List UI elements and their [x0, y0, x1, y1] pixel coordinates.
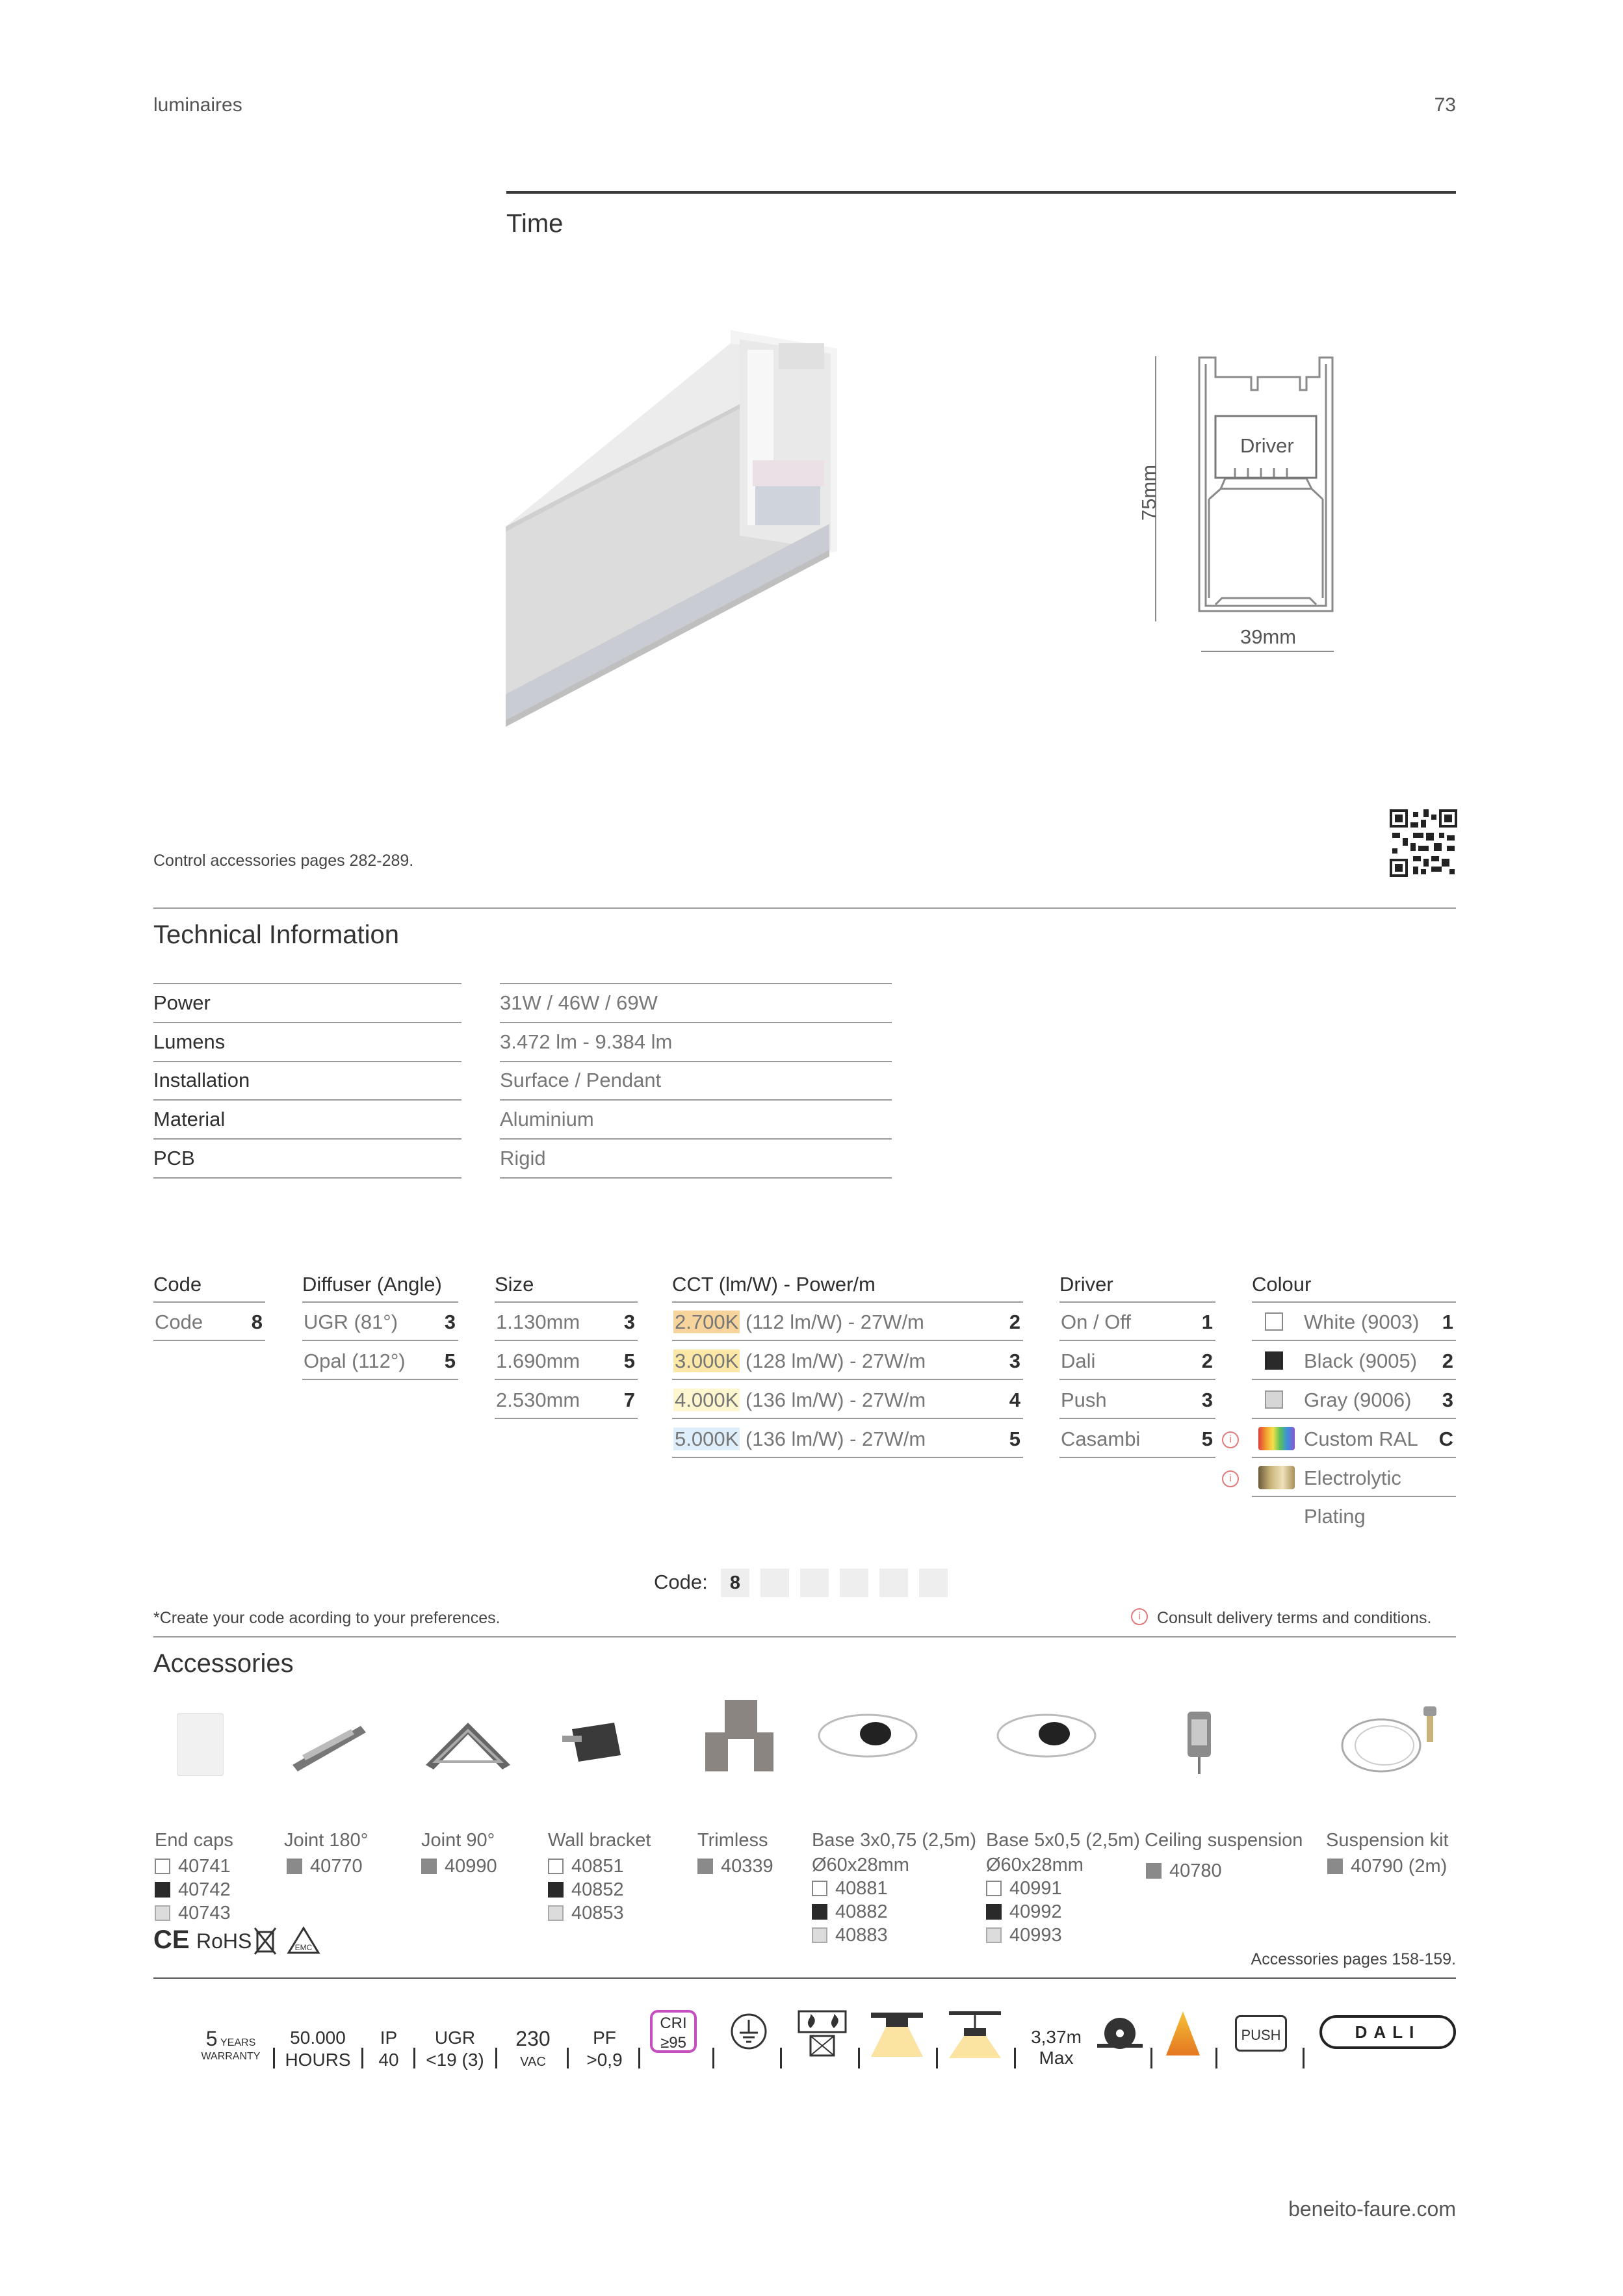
- separator: [273, 2048, 275, 2068]
- gray-swatch: [986, 1927, 1002, 1943]
- accessory-subtitle: Ø60x28mm: [812, 1855, 909, 1875]
- accessory-name: Wall bracket: [548, 1830, 651, 1851]
- tech-row-material: [153, 1101, 892, 1140]
- col-header-driver: Driver: [1059, 1273, 1113, 1296]
- diffuser-label: UGR (81°): [304, 1311, 398, 1333]
- control-accessories-note: Control accessories pages 282-289.: [153, 852, 414, 870]
- code-text: 40852: [571, 1879, 624, 1900]
- accessory-code[interactable]: [1327, 1855, 1447, 1878]
- cct-detail: (112 lm/W) - 27W/m: [745, 1311, 924, 1333]
- separator: [858, 2048, 860, 2068]
- product-title: Time: [506, 209, 564, 238]
- driver-num: 2: [1201, 1350, 1213, 1372]
- cut-to-size-saw-icon: [1097, 2014, 1143, 2053]
- accessory-code[interactable]: [155, 1855, 231, 1878]
- gray-swatch: [287, 1859, 302, 1874]
- code-text: 40742: [178, 1879, 231, 1900]
- rohs-mark: RoHS: [196, 1929, 252, 1953]
- colour-option[interactable]: [1252, 1303, 1456, 1341]
- separator: [712, 2048, 714, 2068]
- svg-text:EMC: EMC: [294, 1943, 313, 1952]
- driver-label: Driver: [1240, 434, 1294, 457]
- voltage-word: VAC: [520, 2055, 546, 2069]
- driver-num: 1: [1201, 1311, 1213, 1333]
- gray-swatch: [697, 1859, 713, 1874]
- cri-value: ≥95: [660, 2034, 686, 2052]
- accessory-subtitle: Ø60x28mm: [986, 1855, 1084, 1875]
- joint-90-image: [419, 1710, 517, 1775]
- separator: [1150, 2048, 1152, 2068]
- driver-option[interactable]: [1059, 1420, 1215, 1458]
- wall-bracket-image: [559, 1716, 624, 1768]
- pendant-mount-icon: [946, 2010, 1004, 2059]
- fire-rating-icon: [796, 2009, 848, 2061]
- size-num: 3: [623, 1311, 635, 1333]
- gray-swatch: [1327, 1859, 1343, 1874]
- hours-word: HOURS: [285, 2050, 351, 2070]
- code-box-cct[interactable]: [840, 1569, 868, 1597]
- separator: [567, 2048, 569, 2068]
- info-icon[interactable]: i: [1131, 1608, 1148, 1625]
- ip-value: 40: [378, 2050, 399, 2070]
- accessory-code[interactable]: [1146, 1859, 1222, 1883]
- cct-option[interactable]: [672, 1342, 1023, 1380]
- black-swatch: [986, 1904, 1002, 1920]
- separator: [1303, 2048, 1305, 2068]
- colour-label: Electrolytic Plating: [1304, 1467, 1401, 1528]
- colour-option[interactable]: [1252, 1381, 1456, 1419]
- separator: [495, 2048, 497, 2068]
- gray-swatch: [1146, 1863, 1162, 1879]
- dimmable-flame-icon: [1163, 2009, 1202, 2058]
- warranty-word: WARRANTY: [201, 2051, 261, 2062]
- dali-2-logo: [1319, 2015, 1456, 2049]
- accessory-name: Trimless: [697, 1830, 768, 1851]
- cct-num: 3: [1009, 1350, 1020, 1372]
- accessory-code[interactable]: [155, 1901, 231, 1925]
- max-length-word: Max: [1039, 2048, 1074, 2068]
- col-header-size: Size: [495, 1273, 534, 1296]
- ceiling-suspension-image: [1180, 1706, 1219, 1778]
- driver-option[interactable]: [1059, 1303, 1215, 1341]
- ugr-badge: [422, 2027, 487, 2071]
- white-swatch: [986, 1881, 1002, 1896]
- accessory-name: Joint 180°: [284, 1830, 369, 1851]
- tech-label: Power: [153, 984, 461, 1023]
- code-box-diffuser[interactable]: [760, 1569, 789, 1597]
- divider: [153, 1977, 1456, 1979]
- section-label: luminaires: [153, 94, 242, 116]
- black-swatch: [812, 1904, 827, 1920]
- divider: [153, 1636, 1456, 1637]
- max-length-badge: [1024, 2027, 1089, 2068]
- separator: [413, 2048, 415, 2068]
- hours-badge: [282, 2027, 354, 2071]
- code-text: 40851: [571, 1856, 624, 1877]
- size-num: 7: [623, 1389, 635, 1411]
- code-cell: [153, 1303, 265, 1341]
- tech-row-power: [153, 984, 892, 1023]
- size-label: 1.690mm: [496, 1350, 580, 1372]
- size-num: 5: [623, 1350, 635, 1372]
- accessories-pages-note: Accessories pages 158-159.: [1251, 1950, 1456, 1968]
- size-option[interactable]: [495, 1342, 638, 1380]
- accessories-title: Accessories: [153, 1649, 294, 1678]
- tech-label: PCB: [153, 1140, 461, 1179]
- code-text: 40853: [571, 1903, 624, 1924]
- separator: [780, 2048, 782, 2068]
- cct-option[interactable]: [672, 1303, 1023, 1341]
- cri-badge: [650, 2010, 697, 2053]
- accessory-code[interactable]: [986, 1877, 1062, 1900]
- code-box-size[interactable]: [800, 1569, 829, 1597]
- page-number: 73: [1434, 94, 1456, 116]
- colour-option[interactable]: [1252, 1342, 1456, 1380]
- emc-mark-icon: [286, 1925, 321, 1955]
- base-5x05-image: [994, 1706, 1098, 1778]
- separator: [936, 2048, 938, 2068]
- accessory-code[interactable]: [287, 1855, 363, 1878]
- separator: [1215, 2048, 1217, 2068]
- warranty-years: YEARS: [220, 2037, 256, 2048]
- info-icon[interactable]: i: [1222, 1470, 1239, 1487]
- colour-option[interactable]: [1252, 1420, 1456, 1458]
- black-swatch: [155, 1882, 170, 1898]
- white-swatch: [1265, 1312, 1283, 1331]
- trimless-image: [699, 1693, 777, 1778]
- colour-num: 2: [1442, 1350, 1453, 1372]
- code-text: 40339: [721, 1856, 773, 1877]
- accessory-code[interactable]: [548, 1901, 624, 1925]
- accessory-name: Base 5x0,5 (2,5m): [986, 1830, 1140, 1851]
- pf-value: >0,9: [586, 2050, 623, 2070]
- black-swatch: [1265, 1351, 1283, 1370]
- cct-kelvin: 3.000K: [675, 1350, 739, 1372]
- col-header-code: Code: [153, 1273, 202, 1296]
- colour-num: 3: [1442, 1389, 1453, 1411]
- cct-option[interactable]: [672, 1381, 1023, 1419]
- accessory-name: Ceiling suspension: [1145, 1830, 1303, 1851]
- driver-option[interactable]: [1059, 1342, 1215, 1380]
- tech-label: Installation: [153, 1062, 461, 1101]
- code-box-product: 8: [721, 1569, 749, 1597]
- weee-bin-icon: [252, 1924, 278, 1957]
- diffuser-option[interactable]: [302, 1303, 458, 1341]
- suspension-kit-image: [1336, 1700, 1466, 1778]
- warranty-number: 5: [205, 2027, 218, 2050]
- tech-value: Aluminium: [500, 1101, 892, 1140]
- accessory-code[interactable]: [986, 1900, 1062, 1924]
- code-text: 40993: [1009, 1925, 1062, 1946]
- ce-mark-icon: CE: [153, 1925, 190, 1954]
- ip-badge: [370, 2027, 407, 2071]
- hours-number: 50.000: [290, 2028, 346, 2048]
- gray-swatch: [1265, 1390, 1283, 1409]
- dali-text: DALI: [1355, 2022, 1421, 2042]
- col-header-diffuser: Diffuser (Angle): [302, 1273, 442, 1296]
- code-text: 40741: [178, 1856, 231, 1877]
- accessory-name: Joint 90°: [421, 1830, 495, 1851]
- tech-row-pcb: [153, 1140, 892, 1179]
- class-i-earth-icon: [729, 2012, 768, 2051]
- technical-title: Technical Information: [153, 920, 399, 949]
- gray-swatch: [812, 1927, 827, 1943]
- tech-label: Material: [153, 1101, 461, 1140]
- pf-label: PF: [593, 2028, 616, 2048]
- driver-label: Push: [1061, 1389, 1107, 1411]
- plating-swatch-icon: [1258, 1466, 1295, 1489]
- tech-value: 3.472 lm - 9.384 lm: [500, 1023, 892, 1062]
- consult-terms-note[interactable]: Consult delivery terms and conditions.: [1157, 1609, 1432, 1627]
- cct-kelvin: 2.700K: [675, 1311, 739, 1333]
- driver-num: 5: [1201, 1428, 1213, 1450]
- code-text: 40770: [310, 1856, 363, 1877]
- colour-num: 1: [1442, 1311, 1453, 1333]
- diffuser-num: 3: [444, 1311, 456, 1333]
- base-3x075-image: [816, 1706, 920, 1778]
- code-text: 40882: [835, 1901, 888, 1922]
- colour-option[interactable]: [1252, 1459, 1456, 1528]
- code-box-colour[interactable]: [919, 1569, 948, 1597]
- driver-num: 3: [1201, 1389, 1213, 1411]
- gray-swatch: [548, 1905, 564, 1921]
- white-swatch: [548, 1859, 564, 1874]
- code-num: 8: [251, 1311, 263, 1333]
- accessory-code[interactable]: [548, 1878, 624, 1901]
- accessory-code[interactable]: [697, 1855, 773, 1878]
- ugr-value: <19 (3): [426, 2050, 484, 2070]
- info-icon[interactable]: i: [1222, 1431, 1239, 1448]
- code-text: 40991: [1009, 1878, 1062, 1899]
- accessory-code[interactable]: [812, 1900, 888, 1924]
- driver-label: Dali: [1061, 1350, 1096, 1372]
- diffuser-label: Opal (112°): [304, 1350, 406, 1372]
- accessory-code[interactable]: [986, 1924, 1062, 1947]
- code-text: 40992: [1009, 1901, 1062, 1922]
- cct-detail: (136 lm/W) - 27W/m: [745, 1389, 926, 1411]
- driver-label: On / Off: [1061, 1311, 1131, 1333]
- diffuser-num: 5: [444, 1350, 456, 1372]
- code-box-driver[interactable]: [879, 1569, 908, 1597]
- cct-num: 5: [1009, 1428, 1020, 1450]
- tech-row-lumens: [153, 1023, 892, 1062]
- qr-code[interactable]: [1390, 809, 1457, 877]
- cri-label: CRI: [660, 2015, 687, 2032]
- warranty-badge: [195, 2027, 266, 2063]
- code-text: 40780: [1169, 1860, 1222, 1881]
- accessory-name: Suspension kit: [1326, 1830, 1449, 1851]
- code-builder-label: Code:: [654, 1571, 708, 1593]
- height-dimension: 75mm: [1137, 464, 1160, 521]
- col-header-colour: Colour: [1252, 1273, 1312, 1296]
- code-text: 40790 (2m): [1351, 1856, 1448, 1877]
- end-caps-image: [177, 1713, 224, 1776]
- accessory-code[interactable]: [155, 1878, 231, 1901]
- white-swatch: [812, 1881, 827, 1896]
- size-label: 1.130mm: [496, 1311, 580, 1333]
- cct-num: 4: [1009, 1389, 1020, 1411]
- cct-detail: (128 lm/W) - 27W/m: [745, 1350, 926, 1372]
- code-text: 40881: [835, 1878, 888, 1899]
- accessory-code[interactable]: [548, 1855, 624, 1878]
- cct-option[interactable]: [672, 1420, 1023, 1458]
- accessory-code[interactable]: [812, 1924, 888, 1947]
- accessory-name: End caps: [155, 1830, 233, 1851]
- driver-label: Casambi: [1061, 1428, 1141, 1450]
- code-text: 40883: [835, 1925, 888, 1946]
- separator: [638, 2048, 640, 2068]
- black-swatch: [548, 1882, 564, 1898]
- colour-label: Gray (9006): [1304, 1389, 1412, 1411]
- white-swatch: [155, 1859, 170, 1874]
- colour-label: Custom RAL: [1304, 1428, 1418, 1450]
- title-rule: [506, 191, 1456, 194]
- col-header-cct: CCT (lm/W) - Power/m: [672, 1273, 876, 1296]
- pf-badge: [578, 2027, 630, 2071]
- rainbow-swatch-icon: [1258, 1427, 1295, 1450]
- colour-label: Black (9005): [1304, 1350, 1418, 1372]
- product-render: [506, 330, 844, 727]
- joint-180-image: [289, 1716, 367, 1775]
- size-option[interactable]: [495, 1381, 638, 1419]
- accessory-name: Base 3x0,75 (2,5m): [812, 1830, 977, 1851]
- website-link[interactable]: beneito-faure.com: [1288, 2197, 1456, 2221]
- separator: [361, 2048, 363, 2068]
- colour-num: C: [1438, 1428, 1453, 1450]
- voltage-number: 230: [515, 2027, 551, 2050]
- surface-mount-icon: [868, 2010, 926, 2059]
- tech-label: Lumens: [153, 1023, 461, 1062]
- gray-swatch: [421, 1859, 437, 1874]
- push-dimming-badge: PUSH: [1235, 2015, 1287, 2052]
- cct-kelvin: 5.000K: [675, 1428, 739, 1450]
- code-text: 40990: [445, 1856, 497, 1877]
- cct-detail: (136 lm/W) - 27W/m: [745, 1428, 926, 1450]
- max-length-value: 3,37m: [1031, 2027, 1082, 2047]
- driver-option[interactable]: [1059, 1381, 1215, 1419]
- cct-kelvin: 4.000K: [675, 1389, 739, 1411]
- width-dimension: 39mm: [1240, 625, 1297, 648]
- voltage-badge: [507, 2027, 559, 2074]
- colour-label: White (9003): [1304, 1311, 1420, 1333]
- separator: [1014, 2048, 1016, 2068]
- tech-row-installation: [153, 1062, 892, 1101]
- tech-value: Surface / Pendant: [500, 1062, 892, 1101]
- code-label: Code: [155, 1311, 203, 1333]
- size-option[interactable]: [495, 1303, 638, 1341]
- ugr-label: UGR: [434, 2028, 476, 2048]
- gray-swatch: [155, 1905, 170, 1921]
- accessory-code[interactable]: [421, 1855, 497, 1878]
- diffuser-option[interactable]: [302, 1342, 458, 1380]
- divider: [153, 907, 1456, 909]
- tech-value: Rigid: [500, 1140, 892, 1179]
- cct-num: 2: [1009, 1311, 1020, 1333]
- code-text: 40743: [178, 1903, 231, 1924]
- create-code-note: *Create your code acording to your preferences.: [153, 1609, 500, 1627]
- size-label: 2.530mm: [496, 1389, 580, 1411]
- accessory-code[interactable]: [812, 1877, 888, 1900]
- ip-label: IP: [380, 2028, 398, 2048]
- tech-value: 31W / 46W / 69W: [500, 984, 892, 1023]
- profile-drawing: [1144, 351, 1345, 657]
